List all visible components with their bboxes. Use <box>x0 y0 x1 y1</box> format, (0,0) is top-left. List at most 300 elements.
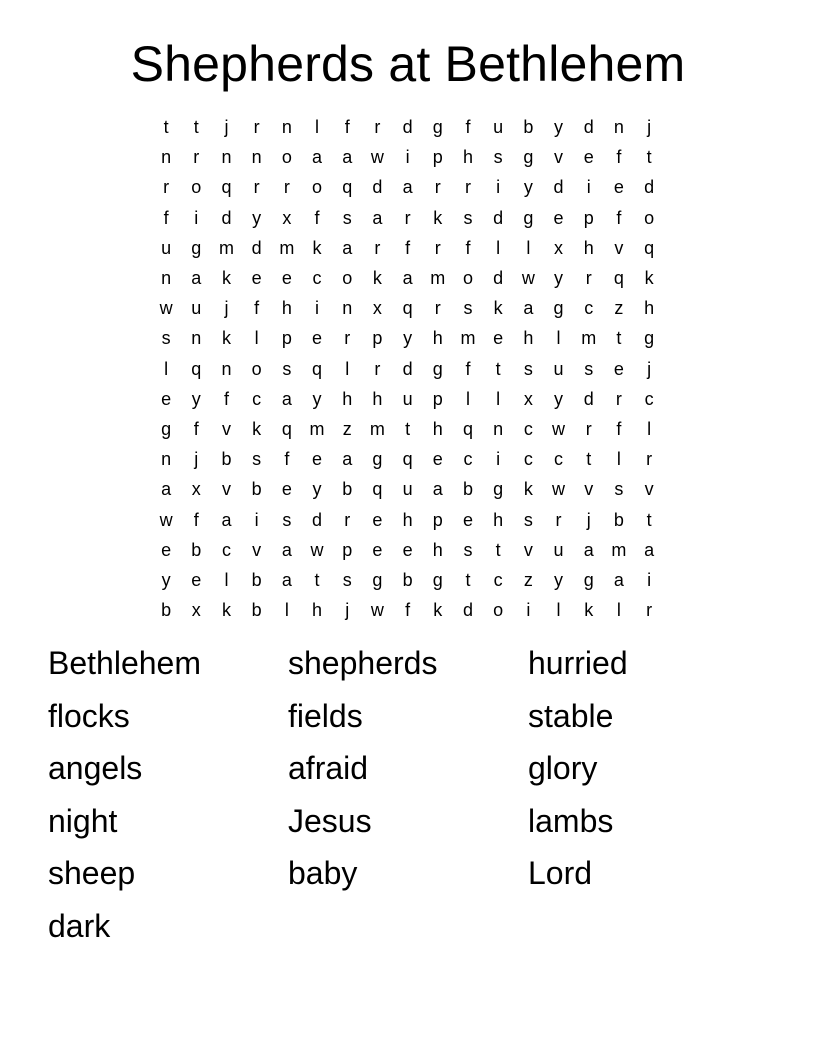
grid-letter: b <box>251 600 262 621</box>
grid-letter: m <box>611 539 627 560</box>
grid-letter: p <box>583 207 594 228</box>
word-list-item: stable <box>528 697 614 734</box>
grid-letter: g <box>523 207 534 228</box>
grid-letter: s <box>282 358 292 379</box>
grid-letter: t <box>495 539 501 560</box>
grid-letter: a <box>372 207 383 228</box>
grid-letter: s <box>584 358 594 379</box>
grid-letter: g <box>191 237 202 258</box>
grid-letter: x <box>523 388 533 409</box>
grid-letter: d <box>221 207 232 228</box>
grid-letter: y <box>523 177 533 198</box>
grid-letter: b <box>221 449 232 470</box>
grid-letter: r <box>374 237 381 258</box>
grid-letter: f <box>193 418 199 439</box>
grid-letter: r <box>434 298 441 319</box>
word-list-item: baby <box>288 855 358 892</box>
grid-row <box>151 504 665 534</box>
grid-letter: e <box>372 509 383 530</box>
grid-letter: l <box>496 237 501 258</box>
grid-letter: m <box>218 237 234 258</box>
grid-row <box>151 414 665 444</box>
grid-letter: s <box>463 539 473 560</box>
grid-letter: f <box>314 207 320 228</box>
grid-letter: h <box>432 328 443 349</box>
grid-letter: s <box>161 328 171 349</box>
grid-letter: q <box>221 177 232 198</box>
grid-row <box>151 172 665 202</box>
grid-letter: j <box>224 298 229 319</box>
grid-letter: h <box>432 418 443 439</box>
grid-letter: k <box>493 298 503 319</box>
grid-letter: b <box>342 479 353 500</box>
grid-letter: m <box>430 268 446 289</box>
grid-letter: f <box>616 147 622 168</box>
grid-letter: g <box>644 328 655 349</box>
grid-letter: v <box>252 539 262 560</box>
grid-row <box>151 112 665 142</box>
grid-letter: r <box>555 509 562 530</box>
grid-letter: i <box>526 600 531 621</box>
grid-letter: h <box>372 388 383 409</box>
grid-letter: w <box>159 509 173 530</box>
grid-letter: n <box>161 147 172 168</box>
grid-letter: t <box>465 569 471 590</box>
grid-letter: b <box>251 569 262 590</box>
grid-letter: y <box>403 328 413 349</box>
grid-letter: d <box>402 358 413 379</box>
grid-letter: y <box>191 388 201 409</box>
grid-letter: a <box>221 509 232 530</box>
grid-letter: t <box>405 418 411 439</box>
grid-row <box>151 474 665 504</box>
grid-row <box>151 263 665 293</box>
grid-letter: h <box>583 237 594 258</box>
grid-letter: v <box>614 237 624 258</box>
grid-letter: i <box>254 509 259 530</box>
grid-letter: i <box>315 298 320 319</box>
grid-letter: f <box>405 600 411 621</box>
grid-letter: y <box>252 207 262 228</box>
grid-letter: e <box>312 328 323 349</box>
grid-letter: r <box>615 388 622 409</box>
grid-letter: s <box>523 358 533 379</box>
grid-letter: q <box>281 418 292 439</box>
grid-letter: d <box>372 177 383 198</box>
grid-letter: f <box>465 117 471 138</box>
grid-letter: f <box>344 117 350 138</box>
grid-letter: m <box>369 418 385 439</box>
grid-letter: p <box>432 388 443 409</box>
grid-letter: r <box>434 177 441 198</box>
word-list-item: lambs <box>528 802 614 839</box>
grid-letter: l <box>647 418 652 439</box>
grid-letter: a <box>281 569 292 590</box>
grid-letter: r <box>646 449 653 470</box>
grid-letter: r <box>283 177 290 198</box>
grid-letter: f <box>616 207 622 228</box>
grid-letter: e <box>462 509 473 530</box>
grid-letter: a <box>281 539 292 560</box>
grid-letter: d <box>583 388 594 409</box>
grid-letter: j <box>194 449 199 470</box>
grid-letter: d <box>251 237 262 258</box>
grid-letter: g <box>493 479 504 500</box>
grid-letter: a <box>583 539 594 560</box>
grid-letter: h <box>281 298 292 319</box>
grid-letter: v <box>523 539 533 560</box>
grid-letter: p <box>372 328 383 349</box>
grid-letter: w <box>521 268 535 289</box>
word-list-item: Lord <box>528 855 593 892</box>
grid-letter: f <box>254 298 260 319</box>
grid-letter: m <box>581 328 597 349</box>
grid-letter: r <box>193 147 200 168</box>
grid-letter: k <box>523 479 533 500</box>
grid-letter: e <box>553 207 564 228</box>
grid-letter: c <box>523 418 533 439</box>
grid-letter: r <box>253 177 260 198</box>
grid-letter: y <box>554 117 564 138</box>
grid-letter: l <box>315 117 320 138</box>
grid-letter: q <box>613 268 624 289</box>
grid-letter: e <box>281 268 292 289</box>
grid-letter: s <box>614 479 624 500</box>
grid-letter: a <box>432 479 443 500</box>
grid-letter: e <box>191 569 202 590</box>
grid-row <box>151 203 665 233</box>
grid-letter: g <box>372 449 383 470</box>
grid-letter: u <box>493 117 504 138</box>
grid-letter: v <box>584 479 594 500</box>
grid-letter: c <box>252 388 262 409</box>
grid-letter: n <box>613 117 624 138</box>
grid-letter: v <box>221 418 231 439</box>
grid-letter: h <box>432 539 443 560</box>
grid-letter: y <box>161 569 171 590</box>
grid-letter: x <box>554 237 564 258</box>
grid-letter: r <box>253 117 260 138</box>
grid-letter: l <box>616 449 621 470</box>
word-list-item: Jesus <box>288 802 372 839</box>
grid-letter: r <box>374 117 381 138</box>
grid-letter: h <box>523 328 534 349</box>
grid-letter: g <box>161 418 172 439</box>
grid-letter: j <box>345 600 350 621</box>
grid-letter: j <box>224 117 229 138</box>
grid-letter: l <box>496 388 501 409</box>
grid-row <box>151 384 665 414</box>
grid-letter: h <box>312 600 323 621</box>
word-list-item: night <box>48 802 118 839</box>
grid-letter: k <box>433 207 443 228</box>
grid-letter: r <box>646 600 653 621</box>
grid-letter: a <box>523 298 534 319</box>
grid-letter: e <box>493 328 504 349</box>
grid-letter: s <box>282 509 292 530</box>
grid-letter: a <box>342 237 353 258</box>
grid-letter: y <box>554 268 564 289</box>
grid-letter: s <box>342 207 352 228</box>
grid-letter: i <box>647 569 652 590</box>
grid-letter: g <box>432 569 443 590</box>
grid-letter: l <box>556 328 561 349</box>
word-list-item: fields <box>288 697 363 734</box>
grid-letter: n <box>251 147 262 168</box>
grid-letter: h <box>493 509 504 530</box>
grid-letter: p <box>432 509 443 530</box>
grid-letter: g <box>523 147 534 168</box>
grid-letter: y <box>312 479 322 500</box>
grid-letter: n <box>342 298 353 319</box>
grid-letter: e <box>251 268 262 289</box>
grid-letter: d <box>644 177 655 198</box>
grid-letter: c <box>463 449 473 470</box>
grid-letter: k <box>584 600 594 621</box>
grid-letter: l <box>224 569 229 590</box>
grid-letter: j <box>647 117 652 138</box>
grid-letter: f <box>405 237 411 258</box>
grid-letter: a <box>644 539 655 560</box>
grid-letter: o <box>493 600 504 621</box>
grid-letter: t <box>586 449 592 470</box>
grid-letter: a <box>342 147 353 168</box>
grid-letter: m <box>460 328 476 349</box>
grid-letter: p <box>281 328 292 349</box>
grid-letter: h <box>402 509 413 530</box>
word-list <box>48 637 768 953</box>
grid-letter: m <box>279 237 295 258</box>
grid-letter: x <box>191 479 201 500</box>
grid-letter: k <box>433 600 443 621</box>
grid-letter: d <box>462 600 473 621</box>
grid-letter: k <box>644 268 654 289</box>
grid-letter: d <box>402 117 413 138</box>
grid-letter: q <box>402 449 413 470</box>
grid-letter: s <box>252 449 262 470</box>
word-list-item: angels <box>48 750 143 787</box>
grid-letter: f <box>465 358 471 379</box>
grid-letter: v <box>644 479 654 500</box>
grid-letter: n <box>161 449 172 470</box>
letter-grid <box>151 112 665 625</box>
grid-letter: k <box>312 237 322 258</box>
grid-letter: g <box>432 117 443 138</box>
grid-letter: e <box>372 539 383 560</box>
grid-letter: x <box>372 298 382 319</box>
grid-letter: g <box>432 358 443 379</box>
grid-letter: u <box>553 539 564 560</box>
grid-letter: e <box>432 449 443 470</box>
grid-letter: d <box>312 509 323 530</box>
grid-letter: x <box>282 207 292 228</box>
grid-row <box>151 233 665 263</box>
grid-letter: y <box>312 388 322 409</box>
grid-letter: q <box>402 298 413 319</box>
grid-letter: e <box>161 388 172 409</box>
grid-letter: t <box>616 328 622 349</box>
grid-letter: b <box>191 539 202 560</box>
grid-letter: e <box>402 539 413 560</box>
grid-letter: c <box>221 539 231 560</box>
grid-row <box>151 323 665 353</box>
grid-letter: i <box>194 207 199 228</box>
grid-letter: u <box>402 388 413 409</box>
grid-letter: b <box>613 509 624 530</box>
grid-letter: l <box>284 600 289 621</box>
grid-row <box>151 444 665 474</box>
grid-letter: q <box>312 358 323 379</box>
grid-letter: f <box>193 509 199 530</box>
grid-letter: u <box>161 237 172 258</box>
grid-letter: e <box>613 358 624 379</box>
grid-letter: b <box>251 479 262 500</box>
grid-letter: t <box>193 117 199 138</box>
word-list-item: Bethlehem <box>48 645 201 681</box>
grid-letter: a <box>402 268 413 289</box>
grid-letter: l <box>616 600 621 621</box>
word-list-item: sheep <box>48 855 136 892</box>
grid-letter: g <box>553 298 564 319</box>
grid-letter: l <box>465 388 470 409</box>
grid-letter: c <box>523 449 533 470</box>
grid-letter: o <box>462 268 473 289</box>
grid-letter: a <box>191 268 202 289</box>
grid-letter: z <box>614 298 624 319</box>
grid-row <box>151 535 665 565</box>
grid-letter: s <box>493 147 503 168</box>
page-title: Shepherds at Bethlehem <box>130 36 686 92</box>
grid-letter: p <box>432 147 443 168</box>
grid-letter: b <box>523 117 534 138</box>
grid-letter: k <box>221 328 231 349</box>
grid-letter: s <box>342 569 352 590</box>
grid-letter: f <box>616 418 622 439</box>
grid-letter: o <box>644 207 655 228</box>
grid-letter: l <box>164 358 169 379</box>
grid-letter: r <box>585 418 592 439</box>
grid-letter: c <box>493 569 503 590</box>
grid-letter: v <box>221 479 231 500</box>
grid-letter: w <box>310 539 324 560</box>
grid-letter: n <box>161 268 172 289</box>
grid-letter: x <box>191 600 201 621</box>
grid-letter: t <box>163 117 169 138</box>
grid-letter: r <box>404 207 411 228</box>
word-list-item: dark <box>48 907 111 944</box>
grid-letter: b <box>462 479 473 500</box>
grid-letter: l <box>556 600 561 621</box>
grid-letter: r <box>434 237 441 258</box>
grid-letter: y <box>554 388 564 409</box>
grid-letter: w <box>370 147 384 168</box>
grid-letter: w <box>370 600 384 621</box>
grid-letter: f <box>284 449 290 470</box>
grid-letter: k <box>221 268 231 289</box>
grid-letter: t <box>646 147 652 168</box>
grid-letter: s <box>463 207 473 228</box>
grid-letter: i <box>496 449 501 470</box>
grid-letter: e <box>161 539 172 560</box>
grid-letter: l <box>254 328 259 349</box>
grid-letter: g <box>583 569 594 590</box>
grid-letter: z <box>342 418 352 439</box>
word-list-item: afraid <box>288 750 369 787</box>
grid-letter: f <box>223 388 229 409</box>
grid-letter: c <box>644 388 654 409</box>
grid-letter: b <box>161 600 172 621</box>
grid-letter: r <box>344 328 351 349</box>
grid-letter: h <box>644 298 655 319</box>
word-list-item: flocks <box>48 697 130 734</box>
grid-letter: c <box>312 268 322 289</box>
grid-letter: s <box>523 509 533 530</box>
grid-letter: p <box>342 539 353 560</box>
grid-letter: j <box>586 509 591 530</box>
grid-letter: i <box>405 147 410 168</box>
grid-letter: a <box>161 479 172 500</box>
grid-letter: t <box>495 358 501 379</box>
grid-letter: e <box>613 177 624 198</box>
grid-letter: d <box>583 117 594 138</box>
grid-letter: k <box>372 268 382 289</box>
grid-letter: h <box>342 388 353 409</box>
grid-letter: y <box>554 569 564 590</box>
grid-letter: r <box>464 177 471 198</box>
grid-row <box>151 565 665 595</box>
grid-letter: c <box>584 298 594 319</box>
grid-letter: e <box>281 479 292 500</box>
grid-letter: a <box>342 449 353 470</box>
grid-letter: r <box>163 177 170 198</box>
grid-letter: q <box>644 237 655 258</box>
grid-letter: d <box>493 207 504 228</box>
grid-letter: n <box>191 328 202 349</box>
grid-letter: j <box>647 358 652 379</box>
word-list-item: shepherds <box>288 645 438 681</box>
word-list-item: hurried <box>528 645 628 681</box>
grid-letter: r <box>344 509 351 530</box>
grid-letter: h <box>462 147 473 168</box>
grid-letter: a <box>402 177 413 198</box>
grid-letter: k <box>252 418 262 439</box>
grid-letter: o <box>251 358 262 379</box>
grid-row <box>151 142 665 172</box>
grid-letter: b <box>402 569 413 590</box>
grid-letter: f <box>465 237 471 258</box>
grid-letter: q <box>342 177 353 198</box>
grid-row <box>151 595 665 625</box>
grid-letter: t <box>314 569 320 590</box>
grid-letter: t <box>646 509 652 530</box>
grid-letter: l <box>526 237 531 258</box>
grid-letter: e <box>312 449 323 470</box>
grid-letter: g <box>372 569 383 590</box>
grid-letter: f <box>163 207 169 228</box>
grid-letter: e <box>583 147 594 168</box>
grid-letter: a <box>281 388 292 409</box>
grid-letter: w <box>552 418 566 439</box>
grid-letter: n <box>221 358 232 379</box>
grid-letter: z <box>523 569 533 590</box>
grid-letter: s <box>463 298 473 319</box>
grid-letter: o <box>312 177 323 198</box>
grid-letter: d <box>553 177 564 198</box>
grid-letter: k <box>221 600 231 621</box>
grid-letter: q <box>372 479 383 500</box>
grid-letter: n <box>221 147 232 168</box>
grid-letter: u <box>402 479 413 500</box>
